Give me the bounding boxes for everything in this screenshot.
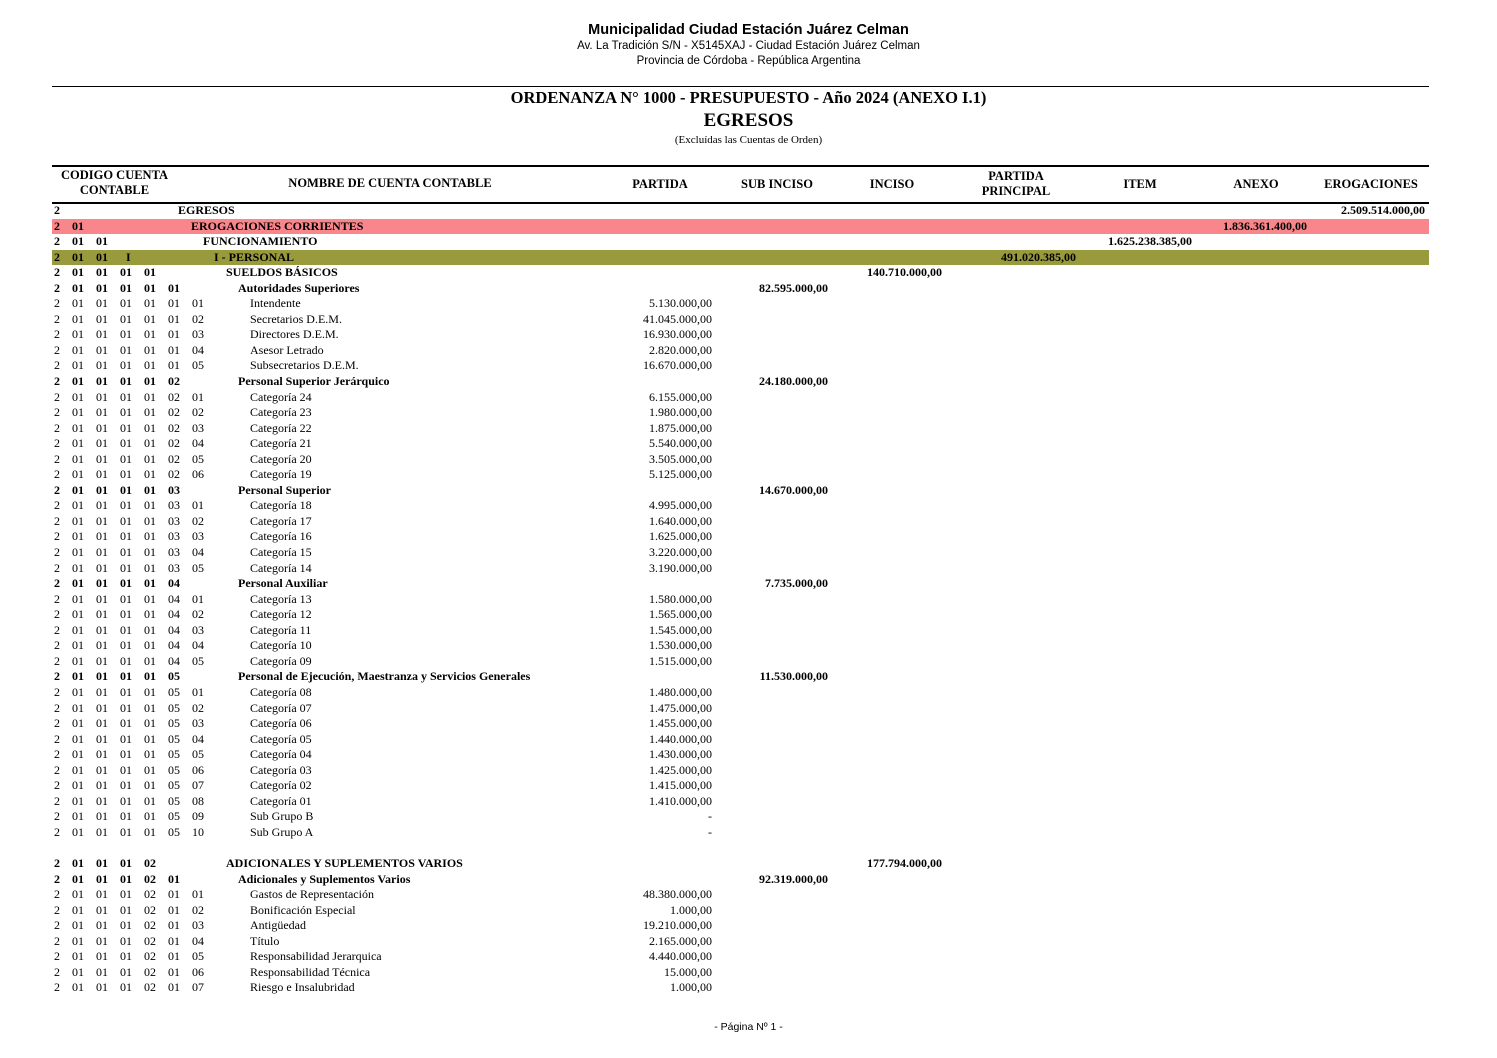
partida-value: 1.425.000,00	[649, 762, 712, 777]
partida-value: 5.130.000,00	[649, 296, 712, 311]
partida-value: 1.980.000,00	[649, 405, 712, 420]
account-code: 2 01 01 01 02 01 04	[54, 933, 204, 948]
col-header-code-line2: CONTABLE	[79, 183, 150, 197]
section-note: (Excluídas las Cuentas de Orden)	[674, 134, 823, 146]
account-name: Categoría 15	[250, 545, 312, 560]
account-code: 2 01 01 01 01 02 04	[54, 436, 204, 451]
account-code: 2 01 01 01 01 05 01	[54, 684, 204, 699]
table-row	[52, 452, 1429, 468]
account-code: 2 01 01 I	[54, 249, 131, 264]
account-name: Categoría 10	[250, 638, 312, 653]
table-row	[52, 809, 1429, 825]
table-row	[52, 607, 1429, 623]
table-row	[52, 887, 1429, 903]
account-name: Subsecretarios D.E.M.	[250, 358, 359, 373]
account-name: Secretarios D.E.M.	[250, 311, 342, 326]
document-titles	[0, 88, 1497, 147]
account-code: 2 01 01 01 01 02 03	[54, 420, 204, 435]
col-header-partida-principal	[966, 169, 1066, 199]
table-row	[52, 732, 1429, 748]
sub-inciso-value: 14.670.000,00	[759, 482, 828, 497]
account-code: 2 01 01 01 02 01 07	[54, 980, 204, 995]
partida-value: 1.530.000,00	[649, 638, 712, 653]
account-code: 2 01 01 01 01 05 06	[54, 762, 204, 777]
account-name: Categoría 09	[250, 653, 312, 668]
sub-inciso-value: 11.530.000,00	[759, 669, 828, 684]
account-name: Categoría 21	[250, 436, 312, 451]
partida-value: 19.210.000,00	[643, 918, 712, 933]
sub-inciso-value: 92.319.000,00	[759, 871, 828, 886]
account-name: Categoría 24	[250, 389, 312, 404]
table-row	[52, 794, 1429, 810]
table-row	[52, 747, 1429, 763]
account-code: 2 01 01 01 01 01 05	[54, 358, 204, 373]
account-code: 2 01 01 01 01 01 02	[54, 311, 204, 326]
account-code: 2 01 01 01 01 04 04	[54, 638, 204, 653]
table-row	[52, 949, 1429, 965]
account-code: 2 01 01 01 01 01 03	[54, 327, 204, 342]
table-row	[52, 856, 1429, 872]
account-name: Categoría 16	[250, 529, 312, 544]
account-name: Personal de Ejecución, Maestranza y Servicios Generales	[238, 669, 531, 684]
document-header	[0, 22, 1497, 69]
account-name: Categoría 12	[250, 607, 312, 622]
table-row	[52, 529, 1429, 545]
partida-value: 1.565.000,00	[649, 607, 712, 622]
table-row	[52, 980, 1429, 996]
account-name: Categoría 23	[250, 405, 312, 420]
table-row	[52, 825, 1429, 841]
col-header-name: NOMBRE DE CUENTA CONTABLE	[288, 176, 492, 190]
account-name: ADICIONALES Y SUPLEMENTOS VARIOS	[226, 855, 463, 870]
table-row	[52, 778, 1429, 794]
partida-value: 4.995.000,00	[649, 498, 712, 513]
partida-value: 1.475.000,00	[649, 700, 712, 715]
municipality-name: Municipalidad Ciudad Estación Juárez Celman	[588, 22, 909, 38]
partida-principal-value: 491.020.385,00	[1001, 249, 1076, 264]
partida-value: 1.000,00	[670, 980, 712, 995]
table-row	[52, 872, 1429, 888]
table-row	[52, 701, 1429, 717]
account-name: Riesgo e Insalubridad	[250, 980, 355, 995]
table-row	[52, 965, 1429, 981]
table-row	[52, 265, 1429, 281]
account-name: Categoría 06	[250, 716, 312, 731]
municipality-province: Provincia de Córdoba - República Argentina	[636, 55, 861, 67]
account-code: 2 01 01 01 01 02 05	[54, 451, 204, 466]
col-header-partida: PARTIDA	[632, 177, 688, 191]
account-code: 2 01 01 01 01 03 01	[54, 498, 204, 513]
table-row	[52, 436, 1429, 452]
table-row	[52, 592, 1429, 608]
partida-value: 5.125.000,00	[649, 467, 712, 482]
table-row	[52, 685, 1429, 701]
partida-value: 1.580.000,00	[649, 591, 712, 606]
section-title: EGRESOS	[703, 110, 794, 131]
account-name: Categoría 01	[250, 793, 312, 808]
account-name: I - PERSONAL	[214, 249, 295, 264]
partida-value: 2.165.000,00	[649, 933, 712, 948]
partida-value: 3.505.000,00	[649, 451, 712, 466]
partida-value: 3.220.000,00	[649, 545, 712, 560]
table-row	[52, 421, 1429, 437]
account-code: 2 01	[54, 218, 84, 233]
account-code: 2 01 01 01 01 05 08	[54, 793, 204, 808]
inciso-value: 177.794.000,00	[867, 855, 942, 870]
page-number: - Página Nº 1 -	[714, 1021, 783, 1033]
table-spacer-row	[52, 840, 1429, 856]
account-name: Categoría 07	[250, 700, 312, 715]
account-code: 2 01 01 01 01 01 01	[54, 296, 204, 311]
account-code: 2 01 01	[54, 234, 108, 249]
table-row	[52, 918, 1429, 934]
account-code: 2 01 01 01 02 01	[54, 871, 180, 886]
table-row	[52, 576, 1429, 592]
col-header-pp-line1: PARTIDA	[988, 169, 1044, 183]
col-header-sub-inciso: SUB INCISO	[741, 177, 813, 191]
account-code: 2 01 01 01 01 05 07	[54, 778, 204, 793]
account-name: Título	[250, 933, 280, 948]
account-code: 2 01 01 01 01 05	[54, 669, 180, 684]
partida-value: 1.440.000,00	[649, 731, 712, 746]
account-name: Categoría 08	[250, 684, 312, 699]
partida-value: 1.480.000,00	[649, 684, 712, 699]
item-value: 1.625.238.385,00	[1108, 234, 1192, 249]
account-name: Categoría 11	[250, 622, 312, 637]
table-row	[52, 545, 1429, 561]
table-row	[52, 514, 1429, 530]
account-code: 2 01 01 01 01 03 02	[54, 513, 204, 528]
table-row	[52, 250, 1429, 266]
ordinance-title: ORDENANZA N° 1000 - PRESUPUESTO - Año 2024 (ANEXO I.1)	[510, 88, 987, 107]
account-name: Antigüedad	[250, 918, 306, 933]
account-code: 2 01 01 01 02 01 03	[54, 918, 204, 933]
account-name: Categoría 14	[250, 560, 312, 575]
header-divider	[52, 86, 1429, 87]
table-row	[52, 374, 1429, 390]
partida-value: 1.415.000,00	[649, 778, 712, 793]
account-name: Personal Superior Jerárquico	[238, 374, 390, 389]
table-row	[52, 654, 1429, 670]
account-name: Categoría 04	[250, 747, 312, 762]
account-name: Responsabilidad Técnica	[250, 964, 371, 979]
table-row	[52, 312, 1429, 328]
table-row	[52, 358, 1429, 374]
account-name: EROGACIONES CORRIENTES	[191, 218, 364, 233]
municipality-address: Av. La Tradición S/N - X5145XAJ - Ciudad Estación Juárez Celman	[577, 40, 920, 52]
account-code: 2 01 01 01 01 04 01	[54, 591, 204, 606]
account-name: Categoría 20	[250, 451, 312, 466]
account-code: 2 01 01 01 01 01	[54, 280, 180, 295]
account-code: 2 01 01 01 01 03 05	[54, 560, 204, 575]
account-name: Autoridades Superiores	[238, 280, 360, 295]
table-row	[52, 234, 1429, 250]
partida-value: 6.155.000,00	[649, 389, 712, 404]
table-row	[52, 561, 1429, 577]
account-name: Personal Auxiliar	[238, 576, 328, 591]
table-row	[52, 483, 1429, 499]
account-code: 2	[54, 203, 60, 217]
account-name: Categoría 18	[250, 498, 312, 513]
account-code: 2 01 01 01 01	[54, 265, 156, 280]
account-name: Categoría 05	[250, 731, 312, 746]
account-code: 2 01 01 01 01 03 03	[54, 529, 204, 544]
account-code: 2 01 01 01 01 02	[54, 374, 180, 389]
partida-value: 3.190.000,00	[649, 560, 712, 575]
account-code: 2 01 01 01 02 01 06	[54, 964, 204, 979]
table-row	[52, 763, 1429, 779]
table-row	[52, 638, 1429, 654]
partida-value: 1.455.000,00	[649, 716, 712, 731]
col-header-erogaciones: EROGACIONES	[1324, 177, 1418, 191]
account-code: 2 01 01 01 01 05 09	[54, 809, 204, 824]
partida-value: 41.045.000,00	[643, 311, 712, 326]
table-row	[52, 203, 1429, 219]
account-name: Adicionales y Suplementos Varios	[238, 871, 411, 886]
table-row	[52, 903, 1429, 919]
partida-value: -	[708, 824, 712, 839]
account-code: 2 01 01 01 01 04	[54, 576, 180, 591]
table-row	[52, 219, 1429, 235]
account-name: Asesor Letrado	[250, 342, 324, 357]
partida-value: 1.625.000,00	[649, 529, 712, 544]
table-row	[52, 343, 1429, 359]
account-code: 2 01 01 01 01 02 01	[54, 389, 204, 404]
partida-value: 16.930.000,00	[643, 327, 712, 342]
account-code: 2 01 01 01 01 02 06	[54, 467, 204, 482]
partida-value: 48.380.000,00	[643, 887, 712, 902]
col-header-code	[52, 168, 177, 198]
account-code: 2 01 01 01 01 04 03	[54, 622, 204, 637]
partida-value: 1.515.000,00	[649, 653, 712, 668]
table-row	[52, 281, 1429, 297]
col-header-inciso: INCISO	[869, 177, 915, 191]
account-name: Personal Superior	[238, 482, 331, 497]
partida-value: 1.640.000,00	[649, 513, 712, 528]
table-row	[52, 623, 1429, 639]
account-name: Categoría 13	[250, 591, 312, 606]
account-name: Gastos de Representación	[250, 887, 374, 902]
table-row	[52, 467, 1429, 483]
account-name: Categoría 22	[250, 420, 312, 435]
table-row	[52, 934, 1429, 950]
table-row	[52, 405, 1429, 421]
account-code: 2 01 01 01 01 04 02	[54, 607, 204, 622]
col-header-pp-line2: PRINCIPAL	[981, 184, 1051, 198]
account-name: SUELDOS BÁSICOS	[226, 265, 338, 280]
partida-value: 4.440.000,00	[649, 949, 712, 964]
partida-value: 1.875.000,00	[649, 420, 712, 435]
account-name: Directores D.E.M.	[250, 327, 339, 342]
table-row	[52, 327, 1429, 343]
account-code: 2 01 01 01 01 05 02	[54, 700, 204, 715]
col-header-code-line1: CODIGO CUENTA	[60, 168, 169, 182]
partida-value: 5.540.000,00	[649, 436, 712, 451]
sub-inciso-value: 82.595.000,00	[759, 280, 828, 295]
account-name: Categoría 19	[250, 467, 312, 482]
partida-value: 16.670.000,00	[643, 358, 712, 373]
partida-value: -	[708, 809, 712, 824]
table-row	[52, 390, 1429, 406]
account-code: 2 01 01 01 02	[54, 855, 156, 870]
account-code: 2 01 01 01 01 05 10	[54, 824, 204, 839]
table-row	[52, 296, 1429, 312]
table-row	[52, 716, 1429, 732]
account-name: Categoría 17	[250, 513, 312, 528]
partida-value: 1.430.000,00	[649, 747, 712, 762]
account-code: 2 01 01 01 01 02 02	[54, 405, 204, 420]
col-header-anexo: ANEXO	[1233, 177, 1279, 191]
table-row	[52, 669, 1429, 685]
account-name: Categoría 03	[250, 762, 312, 777]
account-name: Categoría 02	[250, 778, 312, 793]
account-code: 2 01 01 01 01 03	[54, 482, 180, 497]
partida-value: 15.000,00	[664, 964, 712, 979]
account-code: 2 01 01 01 01 04 05	[54, 653, 204, 668]
table-top-rule	[52, 165, 1429, 167]
account-code: 2 01 01 01 02 01 01	[54, 887, 204, 902]
sub-inciso-value: 7.735.000,00	[765, 576, 828, 591]
account-code: 2 01 01 01 02 01 05	[54, 949, 204, 964]
col-header-item: ITEM	[1123, 177, 1157, 191]
account-code: 2 01 01 01 02 01 02	[54, 902, 204, 917]
table-row	[52, 498, 1429, 514]
account-name: Bonificación Especial	[250, 902, 356, 917]
partida-value: 1.000,00	[670, 902, 712, 917]
account-name: Responsabilidad Jerarquica	[250, 949, 382, 964]
partida-value: 2.820.000,00	[649, 342, 712, 357]
anexo-value: 1.836.361.400,00	[1223, 218, 1307, 233]
sub-inciso-value: 24.180.000,00	[759, 374, 828, 389]
erogaciones-value: 2.509.514.000,00	[1341, 203, 1425, 217]
account-name: Intendente	[250, 296, 301, 311]
partida-value: 1.410.000,00	[649, 793, 712, 808]
account-name: Sub Grupo A	[250, 824, 314, 839]
inciso-value: 140.710.000,00	[867, 265, 942, 280]
budget-table-body	[52, 203, 1429, 996]
account-name: Sub Grupo B	[250, 809, 314, 824]
account-code: 2 01 01 01 01 01 04	[54, 342, 204, 357]
account-code: 2 01 01 01 01 05 03	[54, 716, 204, 731]
partida-value: 1.545.000,00	[649, 622, 712, 637]
account-name: FUNCIONAMIENTO	[203, 234, 318, 249]
account-name: EGRESOS	[178, 203, 235, 217]
account-code: 2 01 01 01 01 03 04	[54, 545, 204, 560]
account-code: 2 01 01 01 01 05 04	[54, 731, 204, 746]
account-code: 2 01 01 01 01 05 05	[54, 747, 204, 762]
